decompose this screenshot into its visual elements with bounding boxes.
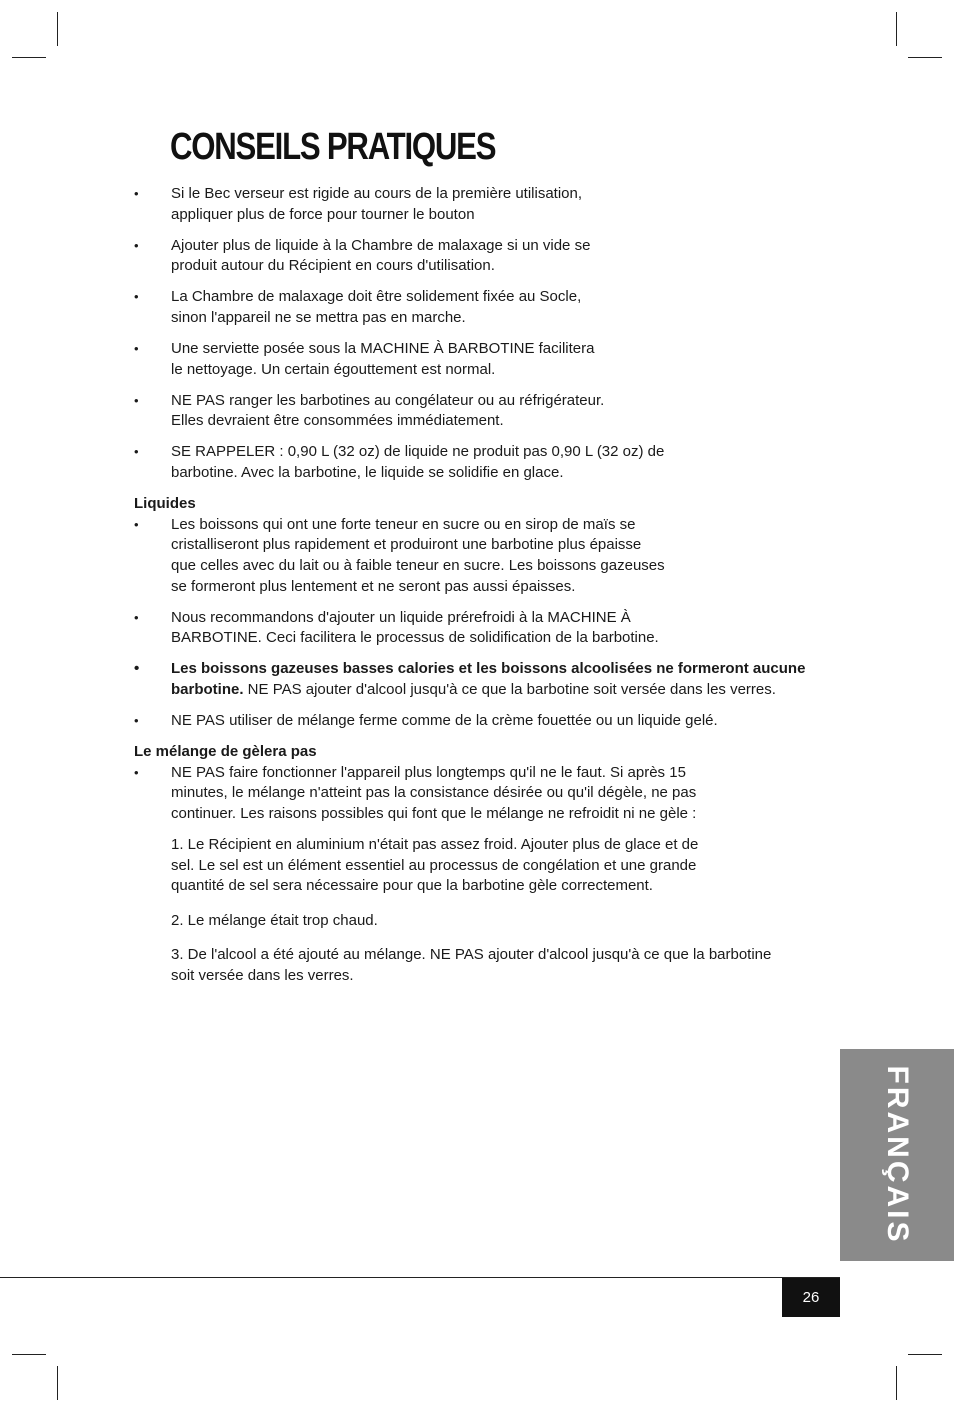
bullet: • [134, 516, 139, 532]
bullet: • [134, 237, 139, 253]
bullet: • [134, 392, 139, 408]
page-number: 26 [782, 1278, 840, 1317]
list-item: • Si le Bec verseur est rigide au cours de la première utilisation, appliquer plus de force pour tourner le bouton [134, 185, 583, 223]
list-item: • NE PAS ranger les barbotines au congélateur ou au réfrigérateur. Elles devraient être consommées immédiatement. [134, 391, 605, 430]
crop-mark [908, 57, 942, 58]
content [134, 184, 834, 1001]
list-item: • La Chambre de malaxage doit être solidement fixée au Socle, sinon l'appareil ne se mettra pas en marche. [134, 288, 582, 326]
section-heading-liquids: Liquides [134, 495, 196, 513]
page-title: CONSEILS PRATIQUES [170, 126, 496, 168]
language-tab-label: FRANÇAIS [881, 1065, 914, 1245]
list-item: • Les boissons gazeuses basses calories et les boissons alcoolisées ne formeront aucune barbotine. NE PAS ajouter d'alcool jusqu'à ce que la barbotine soit versée dans les verres. [134, 660, 806, 698]
bullet: • [134, 660, 140, 678]
reason-3: 3. De l'alcool a été ajouté au mélange. NE PAS ajouter d'alcool jusqu'à ce que la barbotine soit versée dans les verres. [171, 946, 772, 984]
bullet: • [134, 186, 139, 201]
footer-rule [0, 1277, 840, 1278]
list-item: • NE PAS faire fonctionner l'appareil plus longtemps qu'il ne le faut. Si après 15 minutes, le mélange n'atteint pas la consistance désirée ou qu'il dégèle, ne pas continuer. Les raisons possibles qui font que le mélange ne refroidit ni ne gèle : [134, 763, 697, 822]
reason-2: 2. Le mélange était trop chaud. [171, 911, 378, 929]
list-item: • Ajouter plus de liquide à la Chambre de malaxage si un vide se produit autour du Récipient en cours d'utilisation. [134, 236, 591, 275]
language-tab [840, 1049, 954, 1261]
reason-1: 1. Le Récipient en aluminium n'était pas assez froid. Ajouter plus de glace et de sel. Le sel est un élément essentiel au processus de congélation et une grande quantité de sel sera nécessaire pour que la barbotine gèle correctement. [171, 835, 699, 895]
bullet: • [134, 444, 139, 460]
bullet: • [134, 609, 139, 625]
crop-mark [12, 57, 46, 58]
bullet: • [134, 764, 139, 780]
crop-mark [12, 1354, 46, 1355]
list-item: • Nous recommandons d'ajouter un liquide prérefroidi à la MACHINE À BARBOTINE. Ceci facilitera le processus de solidification de la barbotine. [134, 608, 659, 647]
list-item: • SE RAPPELER : 0,90 L (32 oz) de liquide ne produit pas 0,90 L (32 oz) de barbotine. Avec la barbotine, le liquide se solidifie en glace. [134, 443, 665, 482]
crop-mark [908, 1354, 942, 1355]
crop-mark [896, 1366, 897, 1400]
crop-mark [896, 12, 897, 46]
bullet: • [134, 289, 139, 305]
list-item: • Les boissons qui ont une forte teneur en sucre ou en sirop de maïs se cristalliseront plus rapidement et produiront une barbotine plus épaisse que celles avec du lait ou à faible teneur en sucre. Les boissons gazeuses se formeront plus lentement et ne seront pas aussi épaisses. [134, 515, 665, 595]
list-item: • NE PAS utiliser de mélange ferme comme de la crème fouettée ou un liquide gelé. [134, 711, 834, 732]
bullet: • [134, 712, 139, 728]
bullet: • [134, 341, 139, 357]
list-item: • Une serviette posée sous la MACHINE À BARBOTINE facilitera le nettoyage. Un certain égouttement est normal. [134, 340, 595, 378]
crop-mark [57, 1366, 58, 1400]
section-heading-freeze: Le mélange de gèlera pas [134, 743, 317, 761]
crop-mark [57, 12, 58, 46]
